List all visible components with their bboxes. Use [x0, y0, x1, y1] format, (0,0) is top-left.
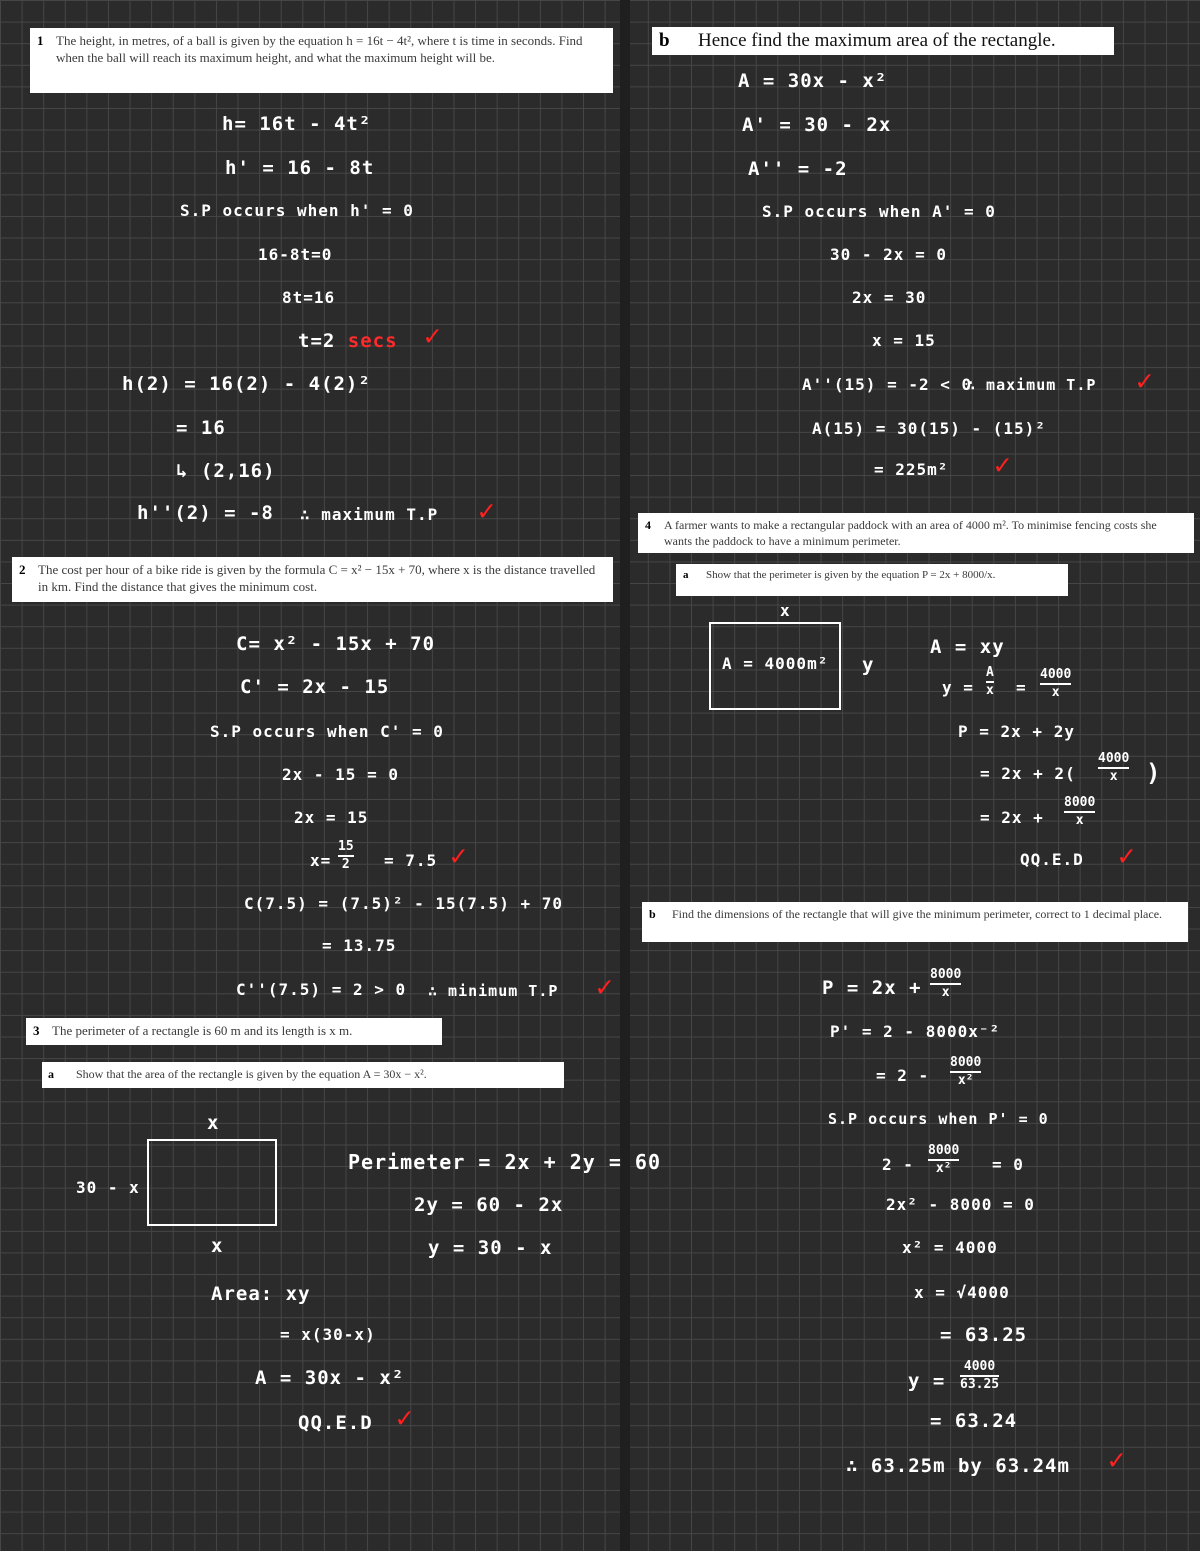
- fraction-numerator: 8000: [928, 1143, 960, 1158]
- working-line: A''(15) = -2 < 0: [802, 375, 973, 394]
- fraction: [338, 840, 354, 872]
- working-line: S.P occurs when P' = 0: [828, 1110, 1049, 1128]
- working-line: A'' = -2: [748, 158, 848, 180]
- working-line: 2 -: [882, 1155, 914, 1174]
- working-line: QQ.E.D: [1020, 850, 1084, 869]
- fraction-denominator: 2: [341, 857, 350, 872]
- answer-unit: secs: [347, 330, 398, 352]
- fraction-denominator: x: [1109, 769, 1118, 784]
- question-4b-box: [642, 902, 1188, 942]
- fraction: [1098, 752, 1129, 784]
- working-line: S.P occurs when h' = 0: [180, 201, 414, 220]
- page-divider: [620, 0, 630, 1551]
- working-line: A = 30x - x²: [255, 1367, 405, 1389]
- question-text: The perimeter of a rectangle is 60 m and its length is x m.: [52, 1023, 353, 1038]
- diagram-label-side: 30 - x: [76, 1178, 140, 1197]
- working-line: x² = 4000: [902, 1238, 998, 1257]
- part-label: b: [659, 30, 670, 51]
- fraction-numerator: 8000: [950, 1055, 982, 1070]
- working-line: h= 16t - 4t²: [222, 113, 372, 135]
- working-line: = 63.24: [930, 1410, 1018, 1432]
- working-line: = 0: [992, 1155, 1024, 1174]
- working-line: h(2) = 16(2) - 4(2)²: [122, 373, 371, 395]
- working-line: 8t=16: [282, 288, 336, 307]
- fraction-denominator: x: [1051, 685, 1060, 700]
- part-text: Show that the perimeter is given by the equation P = 2x + 8000/x.: [706, 569, 996, 581]
- working-line: = x(30-x): [280, 1325, 376, 1344]
- question-text: The cost per hour of a bike ride is given by the formula C = x² − 15x + 70, where x is the distance travelled in km. Find the distance that gives the minimum cost.: [38, 562, 596, 594]
- fraction-denominator: x: [1075, 813, 1084, 828]
- working-line: C(7.5) = (7.5)² - 15(7.5) + 70: [244, 894, 563, 913]
- working-line: P = 2x +: [822, 977, 922, 999]
- question-number: 1: [37, 33, 44, 48]
- working-line: x = 15: [872, 331, 936, 350]
- working-line: ∴ minimum T.P: [428, 982, 559, 1000]
- fraction-numerator: 8000: [1064, 795, 1096, 810]
- working-line: = 225m²: [874, 460, 949, 479]
- working-line: A = 30x - x²: [738, 70, 888, 92]
- part-label: a: [683, 569, 689, 581]
- working-line: 2y = 60 - 2x: [414, 1194, 564, 1216]
- rectangle-diagram: [147, 1139, 277, 1226]
- working-line: QQ.E.D: [298, 1412, 373, 1434]
- tick-icon: ✓: [1118, 839, 1135, 872]
- working-line: =: [1016, 678, 1027, 697]
- working-line: S.P occurs when C' = 0: [210, 722, 444, 741]
- working-line: P' = 2 - 8000x⁻²: [830, 1022, 1001, 1041]
- question-1-box: [30, 28, 613, 93]
- working-line: = 2 -: [876, 1066, 930, 1085]
- working-line: = 16: [176, 417, 226, 439]
- question-number: 2: [19, 562, 26, 577]
- working-line: 2x = 15: [294, 808, 369, 827]
- working-line: ): [1146, 759, 1162, 787]
- working-line: 2x² - 8000 = 0: [886, 1195, 1035, 1214]
- working-line: A' = 30 - 2x: [742, 114, 892, 136]
- fraction-numerator: 4000: [1040, 667, 1072, 682]
- diagram-label-inside: A = 4000m²: [722, 654, 829, 673]
- question-4-box: [638, 513, 1194, 553]
- working-line: 2x = 30: [852, 288, 927, 307]
- fraction-numerator: 4000: [1098, 751, 1130, 766]
- part-label: a: [48, 1067, 54, 1081]
- fraction-numerator: A: [986, 665, 994, 680]
- tick-icon: ✓: [994, 448, 1011, 481]
- working-line: C= x² - 15x + 70: [236, 633, 436, 655]
- working-line: 30 - 2x = 0: [830, 245, 947, 264]
- working-line: h' = 16 - 8t: [225, 157, 375, 179]
- fraction: [986, 666, 994, 698]
- working-line: h''(2) = -8: [137, 502, 274, 524]
- working-line: ∴ maximum T.P: [300, 505, 439, 524]
- question-number: 4: [645, 518, 651, 532]
- working-line: 2x - 15 = 0: [282, 765, 399, 784]
- fraction: [950, 1056, 981, 1088]
- working-line: = 13.75: [322, 936, 397, 955]
- working-line: Area: xy: [211, 1283, 311, 1305]
- working-line: = 7.5: [384, 851, 438, 870]
- diagram-label-side: y: [862, 654, 875, 676]
- question-4a-box: [676, 564, 1068, 596]
- working-line: P = 2x + 2y: [958, 722, 1075, 741]
- question-text: A farmer wants to make a rectangular paddock with an area of 4000 m². To minimise fencing costs she wants the paddock to have a minimum perimeter.: [664, 518, 1157, 548]
- fraction-numerator: 8000: [930, 967, 962, 982]
- fraction: [1040, 668, 1071, 700]
- part-label: b: [649, 907, 656, 921]
- tick-icon: ✓: [1108, 1443, 1125, 1476]
- working-line: Perimeter = 2x + 2y = 60: [348, 1150, 661, 1174]
- diagram-label-top: x: [207, 1112, 220, 1134]
- tick-icon: ✓: [396, 1401, 413, 1434]
- working-line: x=: [310, 851, 332, 870]
- working-line: y = 30 - x: [428, 1237, 553, 1259]
- working-line: A(15) = 30(15) - (15)²: [812, 419, 1046, 438]
- fraction: [930, 968, 961, 1000]
- question-2-box: [12, 557, 613, 602]
- working-line: ∴ maximum T.P: [966, 376, 1097, 394]
- answer-value: t=2: [298, 330, 336, 352]
- question-3-box: [26, 1018, 442, 1045]
- tick-icon: ✓: [478, 494, 495, 527]
- working-line: 16-8t=0: [258, 245, 333, 264]
- working-line: = 63.25: [940, 1324, 1028, 1346]
- working-line: y =: [942, 678, 974, 697]
- fraction: [928, 1144, 959, 1176]
- part-text: Find the dimensions of the rectangle that will give the minimum perimeter, correct to 1 decimal place.: [672, 907, 1163, 921]
- fraction-numerator: 15: [338, 839, 354, 854]
- working-line: = 2x + 2(: [980, 764, 1076, 783]
- working-line: S.P occurs when A' = 0: [762, 202, 996, 221]
- working-line: [298, 330, 398, 352]
- fraction: [960, 1360, 999, 1392]
- fraction-denominator: x²: [957, 1073, 974, 1088]
- fraction-denominator: x: [986, 683, 994, 698]
- fraction: [1064, 796, 1095, 828]
- fraction-denominator: x: [941, 985, 950, 1000]
- question-number: 3: [33, 1023, 40, 1038]
- working-line: ↳ (2,16): [176, 460, 276, 482]
- working-line: A = xy: [930, 636, 1005, 658]
- diagram-label-bottom: x: [211, 1235, 224, 1257]
- tick-icon: ✓: [450, 839, 467, 872]
- tick-icon: ✓: [1136, 364, 1153, 397]
- question-3a-box: [42, 1062, 564, 1088]
- part-text: Hence find the maximum area of the rectangle.: [698, 30, 1056, 51]
- tick-icon: ✓: [424, 319, 441, 352]
- question-3b-box: [652, 27, 1114, 55]
- question-text: The height, in metres, of a ball is given by the equation h = 16t − 4t², where t is time in seconds. Find when the ball will reach its maximum height, and what the maximum height will be.: [56, 33, 583, 65]
- working-line: ∴ 63.25m by 63.24m: [846, 1455, 1070, 1477]
- working-line: = 2x +: [980, 808, 1044, 827]
- working-line: y =: [908, 1370, 946, 1392]
- working-line: C' = 2x - 15: [240, 676, 390, 698]
- working-line: x = √4000: [914, 1283, 1010, 1302]
- fraction-denominator: 63.25: [960, 1377, 1000, 1392]
- diagram-label-top: x: [780, 601, 791, 620]
- part-text: Show that the area of the rectangle is given by the equation A = 30x − x².: [76, 1067, 427, 1081]
- fraction-denominator: x²: [935, 1161, 952, 1176]
- tick-icon: ✓: [596, 970, 613, 1003]
- fraction-numerator: 4000: [963, 1359, 996, 1374]
- working-line: C''(7.5) = 2 > 0: [236, 980, 407, 999]
